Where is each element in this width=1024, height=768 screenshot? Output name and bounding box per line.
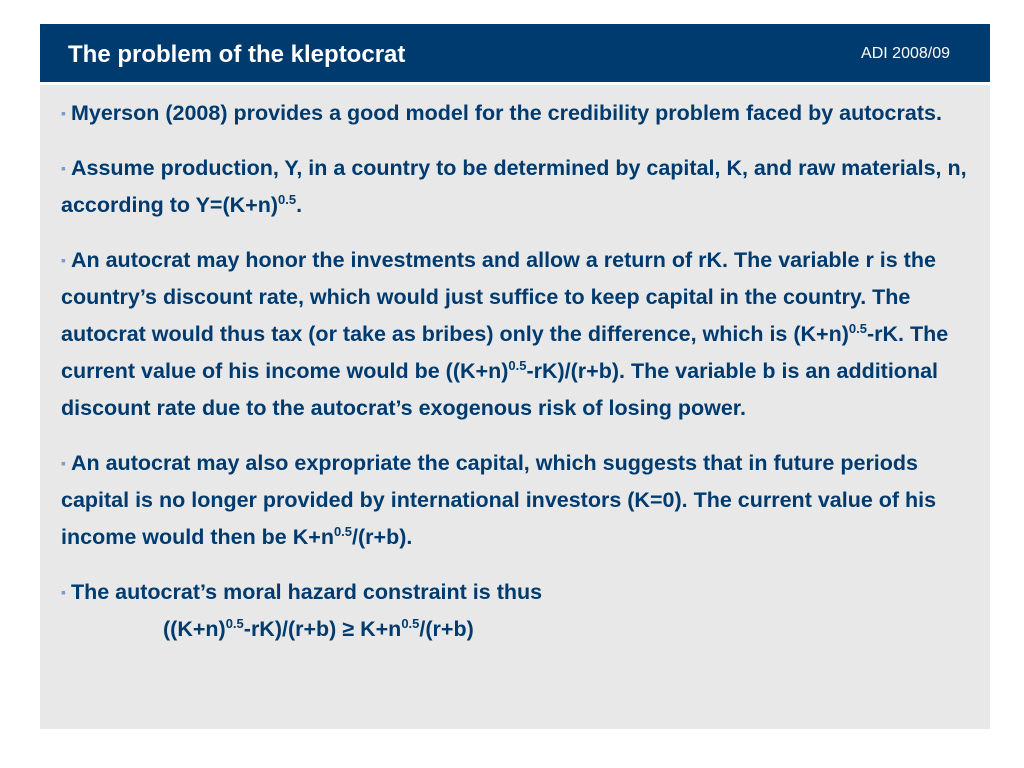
formula-part: /(r+b) [419,617,474,641]
exponent: 0.5 [401,616,420,631]
bullet-point-4 [61,445,971,556]
course-label: ADI 2008/09 [861,45,950,62]
square-bullet-icon: ▪ [61,252,66,268]
constraint-formula [61,611,971,648]
square-bullet-icon: ▪ [61,105,66,121]
title-bar [40,24,990,82]
bullet-text: Assume production, Y, in a country to be determined by capital, K, and raw materials, n, according to Y=(K+n) [61,156,967,217]
exponent: 0.5 [333,524,353,539]
formula-part: -rK)/(r+b) ≥ K+n [243,617,402,641]
bullet-point-1 [61,95,971,132]
exponent: 0.5 [508,358,527,373]
square-bullet-icon: ▪ [61,160,66,176]
square-bullet-icon: ▪ [61,455,66,471]
bullet-text-end: -rK)/(r+b). The variable b is an additional discount rate due to the autocrat’s exogenous risk of losing power. [61,359,939,420]
bullet-point-2 [61,150,971,224]
bullet-text: Myerson (2008) provides a good model for the credibility problem faced by autocrats. [70,101,942,125]
bullet-text-middle: -rK. The current value of his income would be ((K+n) [61,322,949,383]
exponent: 0.5 [848,321,867,336]
slide-title: The problem of the kleptocrat [68,41,406,68]
bullet-text-end: /(r+b). [352,525,413,549]
bullet-text: An autocrat may also expropriate the capital, which suggests that in future periods capital is no longer provided by international investors (K=0). The current value of his income would then be K+n [61,451,937,549]
formula-part: ((K+n) [163,617,226,641]
bullet-list [61,95,971,648]
bullet-text: An autocrat may honor the investments and allow a return of rK. The variable r is the country’s discount rate, which would just suffice to keep capital in the country. The autocrat would thus tax (or take as bribes) only the difference, which is (K+n) [61,248,936,346]
bullet-text-end: . [296,193,303,217]
exponent: 0.5 [225,616,244,631]
content-area [40,85,990,729]
square-bullet-icon: ▪ [61,584,66,600]
bullet-text: The autocrat’s moral hazard constraint is thus [70,580,543,604]
exponent: 0.5 [278,192,297,207]
bullet-point-3 [61,242,971,427]
bullet-point-5 [61,574,971,648]
